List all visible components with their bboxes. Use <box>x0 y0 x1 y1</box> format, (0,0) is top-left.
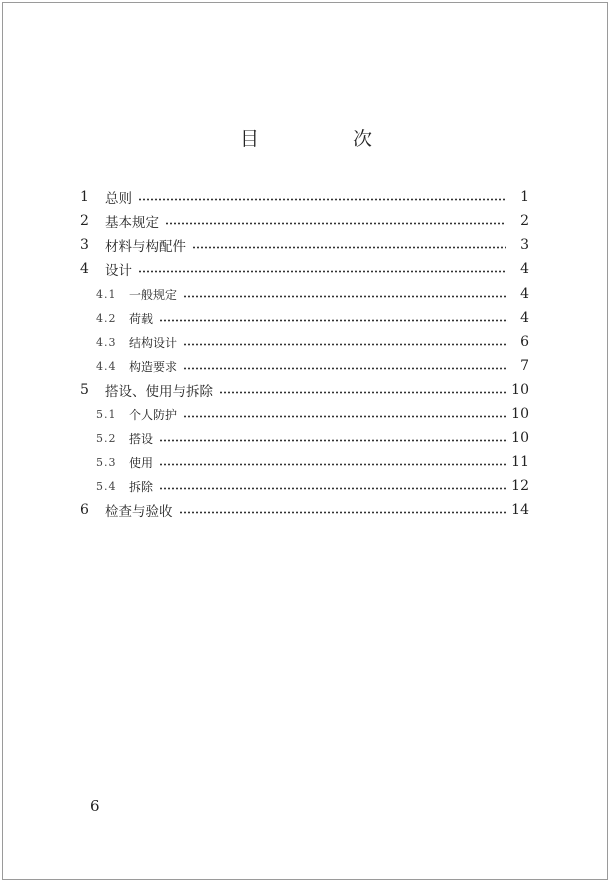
toc-entry[interactable] <box>96 282 529 306</box>
toc-number: 4.2 <box>96 311 117 325</box>
toc-page: 14 <box>511 502 529 518</box>
toc-label: 使用 <box>129 455 154 470</box>
toc-number: 5.3 <box>96 455 117 469</box>
toc-entry[interactable] <box>80 257 529 281</box>
toc-label: 构造要求 <box>129 359 178 374</box>
toc-label: 个人防护 <box>129 407 178 422</box>
toc-number: 5.1 <box>96 407 117 421</box>
toc-number: 3 <box>80 237 89 253</box>
toc-page: 11 <box>511 454 529 470</box>
dot-leader <box>159 487 506 490</box>
toc-number: 5.2 <box>96 431 117 445</box>
toc-page: 7 <box>520 358 529 374</box>
toc-page: 3 <box>520 237 529 253</box>
toc-label: 搭设 <box>129 431 154 446</box>
toc-label: 设计 <box>105 263 132 279</box>
toc-number: 6 <box>80 502 89 518</box>
toc-number: 5.4 <box>96 479 117 493</box>
toc-page: 2 <box>520 213 529 229</box>
toc-page: 4 <box>520 310 529 326</box>
toc-label: 结构设计 <box>129 335 178 350</box>
toc-entry[interactable] <box>96 330 529 354</box>
toc-number: 5 <box>80 382 89 398</box>
page-number: 6 <box>90 797 100 815</box>
toc-label: 材料与构配件 <box>105 239 186 255</box>
dot-leader <box>183 367 506 370</box>
toc-entry[interactable] <box>80 378 529 402</box>
dot-leader <box>183 343 506 346</box>
toc-page: 4 <box>520 261 529 277</box>
dot-leader <box>165 222 506 225</box>
toc-number: 4 <box>80 261 89 277</box>
toc-label: 搭设、使用与拆除 <box>105 384 213 400</box>
toc-page: 12 <box>511 478 529 494</box>
toc-label: 一般规定 <box>129 287 178 302</box>
toc-number: 1 <box>80 189 89 205</box>
dot-leader <box>219 391 506 394</box>
toc-number: 4.1 <box>96 287 117 301</box>
toc-entry[interactable] <box>96 426 529 450</box>
dot-leader <box>183 295 506 298</box>
dot-leader <box>138 270 506 273</box>
toc-page: 4 <box>520 286 529 302</box>
toc-entry[interactable] <box>80 209 529 233</box>
toc-label: 检查与验收 <box>105 504 173 520</box>
dot-leader <box>159 439 506 442</box>
toc-label: 拆除 <box>129 479 154 494</box>
toc-number: 4.3 <box>96 335 117 349</box>
toc-title: 目 次 <box>239 128 417 150</box>
toc-page: 10 <box>511 406 529 422</box>
toc-label: 总则 <box>105 191 132 207</box>
dot-leader <box>192 246 506 249</box>
dot-leader <box>138 198 506 201</box>
dot-leader <box>159 319 506 322</box>
dot-leader <box>159 463 506 466</box>
toc-page: 6 <box>520 334 529 350</box>
toc-page: 10 <box>511 382 529 398</box>
toc-label: 基本规定 <box>105 215 159 231</box>
toc-entry[interactable] <box>96 354 529 378</box>
toc-entry[interactable] <box>80 185 529 209</box>
toc-number: 4.4 <box>96 359 117 373</box>
toc-entry[interactable] <box>96 306 529 330</box>
toc-entry[interactable] <box>80 498 529 522</box>
toc-entry[interactable] <box>96 450 529 474</box>
toc-label: 荷载 <box>129 311 154 326</box>
toc-entry[interactable] <box>96 474 529 498</box>
dot-leader <box>183 415 506 418</box>
toc-page: 1 <box>520 189 529 205</box>
toc-entry[interactable] <box>80 233 529 257</box>
toc-entry[interactable] <box>96 402 529 426</box>
toc-number: 2 <box>80 213 89 229</box>
dot-leader <box>179 511 507 514</box>
toc-page: 10 <box>511 430 529 446</box>
